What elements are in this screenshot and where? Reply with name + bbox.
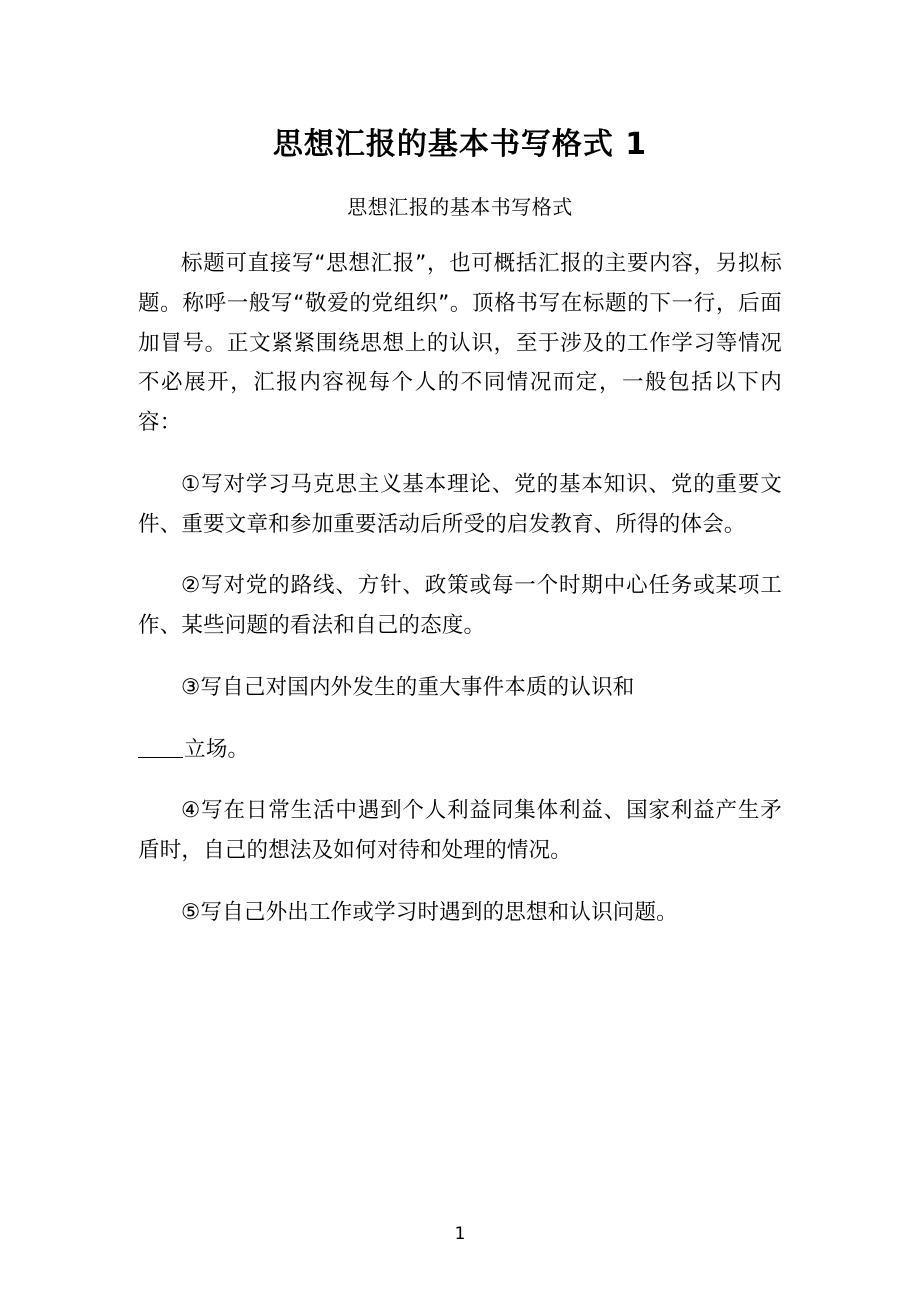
paragraph-5: ④写在日常生活中遇到个人利益同集体利益、国家利益产生矛盾时，自己的想法及如何对待和处理的情况。 bbox=[138, 798, 782, 864]
paragraph-4-continued-text: 立场。 bbox=[184, 736, 250, 762]
page-title: 思想汇报的基本书写格式 1 bbox=[272, 127, 648, 162]
paragraph-4-text: ③写自己对国内外发生的重大事件本质的认识和 bbox=[181, 674, 635, 700]
paragraph-3: ②写对党的路线、方针、政策或每一个时期中心任务或某项工作、某些问题的看法和自己的态度。 bbox=[138, 573, 782, 639]
paragraph-6: ⑤写自己外出工作或学习时遇到的思想和认识问题。 bbox=[181, 899, 678, 925]
document-subtitle: 思想汇报的基本书写格式 bbox=[347, 195, 573, 219]
blank-underline bbox=[138, 757, 183, 758]
paragraph-1: 标题可直接写“思想汇报”，也可概括汇报的主要内容，另拟标题。称呼一般写“敬爱的党组织”。顶格书写在标题的下一行，后面加冒号。正文紧紧围绕思想上的认识，至于涉及的工作学习等情况不必展开，汇报内容视每个人的不同情况而定，一般包括以下内容： bbox=[138, 251, 782, 436]
page-number: 1 bbox=[454, 1224, 466, 1244]
paragraph-2: ①写对学习马克思主义基本理论、党的基本知识、党的重要文件、重要文章和参加重要活动后所受的启发教育、所得的体会。 bbox=[138, 471, 782, 537]
paragraph-4 bbox=[138, 668, 782, 708]
paragraph-4-continued bbox=[138, 730, 782, 770]
